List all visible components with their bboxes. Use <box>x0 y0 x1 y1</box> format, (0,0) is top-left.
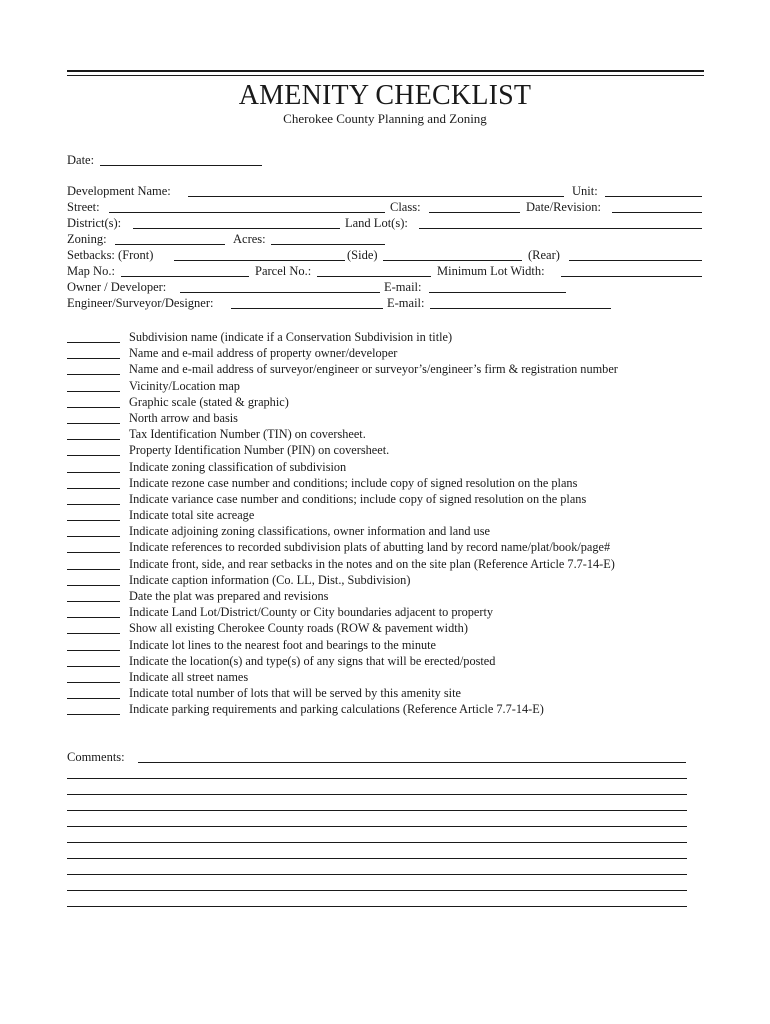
checklist-item <box>67 685 707 701</box>
checklist-item-text: Show all existing Cherokee County roads (ROW & pavement width) <box>129 621 468 636</box>
checklist-item <box>67 604 707 620</box>
checklist-item <box>67 345 707 361</box>
checklist-item-text: Indicate variance case number and conditions; include copy of signed resolution on the plans <box>129 491 587 506</box>
checklist-item-text: Indicate parking requirements and parking calculations (Reference Article 7.7-14-E) <box>129 702 544 717</box>
checklist-blank[interactable] <box>67 650 120 651</box>
comment-line[interactable] <box>67 810 687 811</box>
land-lots-label: Land Lot(s): <box>345 216 408 230</box>
checklist-item-text: Indicate the location(s) and type(s) of any signs that will be erected/posted <box>129 653 496 668</box>
checklist-item-text: Subdivision name (indicate if a Conservation Subdivision in title) <box>129 330 453 344</box>
checklist-item-text: Name and e-mail address of property owner/developer <box>129 346 398 361</box>
checklist-item-text: Indicate Land Lot/District/County or City boundaries adjacent to property <box>129 605 494 620</box>
setbacks-front-label: Setbacks: (Front) <box>67 248 154 262</box>
checklist-blank[interactable] <box>67 488 120 489</box>
checklist-blank[interactable] <box>67 698 120 699</box>
checklist-item-text: Indicate total number of lots that will be served by this amenity site <box>129 686 461 701</box>
comment-line[interactable] <box>67 906 687 907</box>
checklist-item-text: Vicinity/Location map <box>129 378 240 393</box>
checklist-blank[interactable] <box>67 569 120 570</box>
checklist-item-text: Indicate zoning classification of subdivision <box>129 459 347 474</box>
map-row <box>67 263 707 279</box>
checklist-item-text: Indicate caption information (Co. LL, Dist., Subdivision) <box>129 572 411 587</box>
development-row <box>67 183 707 199</box>
owner-row <box>67 279 707 295</box>
comment-line[interactable] <box>138 762 686 763</box>
min-lot-width-label: Minimum Lot Width: <box>437 264 545 278</box>
owner-email-label: E-mail: <box>384 280 422 294</box>
owner-developer-field[interactable] <box>180 292 380 293</box>
street-field[interactable] <box>109 212 385 213</box>
checklist-item <box>67 507 707 523</box>
engineer-email-field[interactable] <box>430 308 611 309</box>
checklist-blank[interactable] <box>67 374 120 375</box>
checklist-item <box>67 459 707 475</box>
date-revision-field[interactable] <box>612 212 702 213</box>
checklist-item <box>67 556 707 572</box>
checklist-item <box>67 361 707 377</box>
development-name-label: Development Name: <box>67 184 171 198</box>
setbacks-rear-label: (Rear) <box>528 248 560 262</box>
parcel-no-field[interactable] <box>317 276 431 277</box>
checklist-blank[interactable] <box>67 520 120 521</box>
setbacks-side-label: (Side) <box>347 248 378 262</box>
street-row <box>67 199 707 215</box>
checklist-item <box>67 669 707 685</box>
checklist-item <box>67 572 707 588</box>
checklist-item <box>67 620 707 636</box>
checklist-item <box>67 426 707 442</box>
checklist-blank[interactable] <box>67 455 120 456</box>
checklist-blank[interactable] <box>67 472 120 473</box>
map-no-field[interactable] <box>121 276 249 277</box>
checklist-blank[interactable] <box>67 407 120 408</box>
checklist-item-text: Indicate all street names <box>129 669 249 684</box>
checklist-item-text: Indicate rezone case number and conditions; include copy of signed resolution on the plans <box>129 475 578 490</box>
setbacks-front-field[interactable] <box>174 260 345 261</box>
checklist-item-text: North arrow and basis <box>129 410 238 425</box>
engineer-email-label: E-mail: <box>387 296 425 310</box>
checklist-item <box>67 588 707 604</box>
checklist-item <box>67 394 707 410</box>
date-revision-label: Date/Revision: <box>526 200 601 214</box>
zoning-row <box>67 231 707 247</box>
zoning-field[interactable] <box>115 244 225 245</box>
setbacks-rear-field[interactable] <box>569 260 702 261</box>
development-name-field[interactable] <box>188 196 564 197</box>
comment-line[interactable] <box>67 778 687 779</box>
date-field[interactable] <box>100 165 262 166</box>
districts-label: District(s): <box>67 216 122 230</box>
checklist-blank[interactable] <box>67 666 120 667</box>
parcel-no-label: Parcel No.: <box>255 264 312 278</box>
setbacks-row <box>67 247 707 263</box>
checklist-item-text: Property Identification Number (PIN) on coversheet. <box>129 443 390 458</box>
districts-field[interactable] <box>133 228 340 229</box>
checklist-blank[interactable] <box>67 552 120 553</box>
checklist-item-text: Indicate adjoining zoning classifications, owner information and land use <box>129 524 490 539</box>
checklist-item-text: Graphic scale (stated & graphic) <box>129 394 289 409</box>
checklist-blank[interactable] <box>67 439 120 440</box>
checklist-item-text: Tax Identification Number (TIN) on coversheet. <box>129 427 366 442</box>
checklist-blank[interactable] <box>67 617 120 618</box>
checklist-item-text: Indicate lot lines to the nearest foot and bearings to the minute <box>129 637 436 652</box>
checklist-item-text: Name and e-mail address of surveyor/engineer or surveyor’s/engineer’s firm & registration number <box>129 362 618 377</box>
class-label: Class: <box>390 200 421 214</box>
page-subtitle: Cherokee County Planning and Zoning <box>283 111 487 126</box>
checklist-blank[interactable] <box>67 633 120 634</box>
checklist-blank[interactable] <box>67 342 120 343</box>
engineer-label: Engineer/Surveyor/Designer: <box>67 296 214 310</box>
top-rule-thin <box>67 75 704 76</box>
comment-line[interactable] <box>67 826 687 827</box>
top-rule-thick <box>67 70 704 72</box>
land-lots-field[interactable] <box>419 228 702 229</box>
date-label: Date: <box>67 153 95 167</box>
unit-field[interactable] <box>605 196 702 197</box>
setbacks-side-field[interactable] <box>383 260 522 261</box>
acres-label: Acres: <box>233 232 266 246</box>
engineer-row <box>67 295 707 311</box>
checklist-blank[interactable] <box>67 504 120 505</box>
checklist-item-text: Indicate references to recorded subdivision plats of abutting land by record name/plat/book/page# <box>129 540 611 555</box>
comments-label: Comments: <box>67 750 125 764</box>
checklist-blank[interactable] <box>67 682 120 683</box>
checklist-item <box>67 637 707 653</box>
engineer-field[interactable] <box>231 308 383 309</box>
checklist-item <box>67 701 707 717</box>
district-row <box>67 215 707 231</box>
unit-label: Unit: <box>572 184 598 198</box>
checklist-blank[interactable] <box>67 358 120 359</box>
checklist-item-text: Indicate front, side, and rear setbacks in the notes and on the site plan (Reference Article 7.7-14-E) <box>129 556 615 571</box>
checklist-blank[interactable] <box>67 601 120 602</box>
comment-line[interactable] <box>67 858 687 859</box>
min-lot-width-field[interactable] <box>561 276 702 277</box>
checklist-item <box>67 329 707 345</box>
map-no-label: Map No.: <box>67 264 115 278</box>
page-title: AMENITY CHECKLIST <box>238 80 532 111</box>
checklist-blank[interactable] <box>67 536 120 537</box>
checklist-item <box>67 491 707 507</box>
checklist-blank[interactable] <box>67 423 120 424</box>
zoning-label: Zoning: <box>67 232 107 246</box>
comment-line[interactable] <box>67 842 687 843</box>
class-field[interactable] <box>429 212 520 213</box>
comment-line[interactable] <box>67 874 687 875</box>
checklist-item <box>67 539 707 555</box>
checklist-item-text: Date the plat was prepared and revisions <box>129 589 329 603</box>
checklist-item <box>67 378 707 394</box>
checklist-item <box>67 475 707 491</box>
date-row <box>67 152 707 168</box>
comment-line[interactable] <box>67 890 687 891</box>
checklist-blank[interactable] <box>67 585 120 586</box>
checklist <box>67 329 707 718</box>
checklist-item <box>67 653 707 669</box>
checklist-blank[interactable] <box>67 714 120 715</box>
checklist-item-text: Indicate total site acreage <box>129 508 255 523</box>
comment-line[interactable] <box>67 794 687 795</box>
street-label: Street: <box>67 200 100 214</box>
owner-email-field[interactable] <box>429 292 566 293</box>
checklist-item <box>67 523 707 539</box>
owner-developer-label: Owner / Developer: <box>67 280 167 294</box>
checklist-item <box>67 410 707 426</box>
acres-field[interactable] <box>271 244 385 245</box>
checklist-item <box>67 442 707 458</box>
checklist-blank[interactable] <box>67 391 120 392</box>
